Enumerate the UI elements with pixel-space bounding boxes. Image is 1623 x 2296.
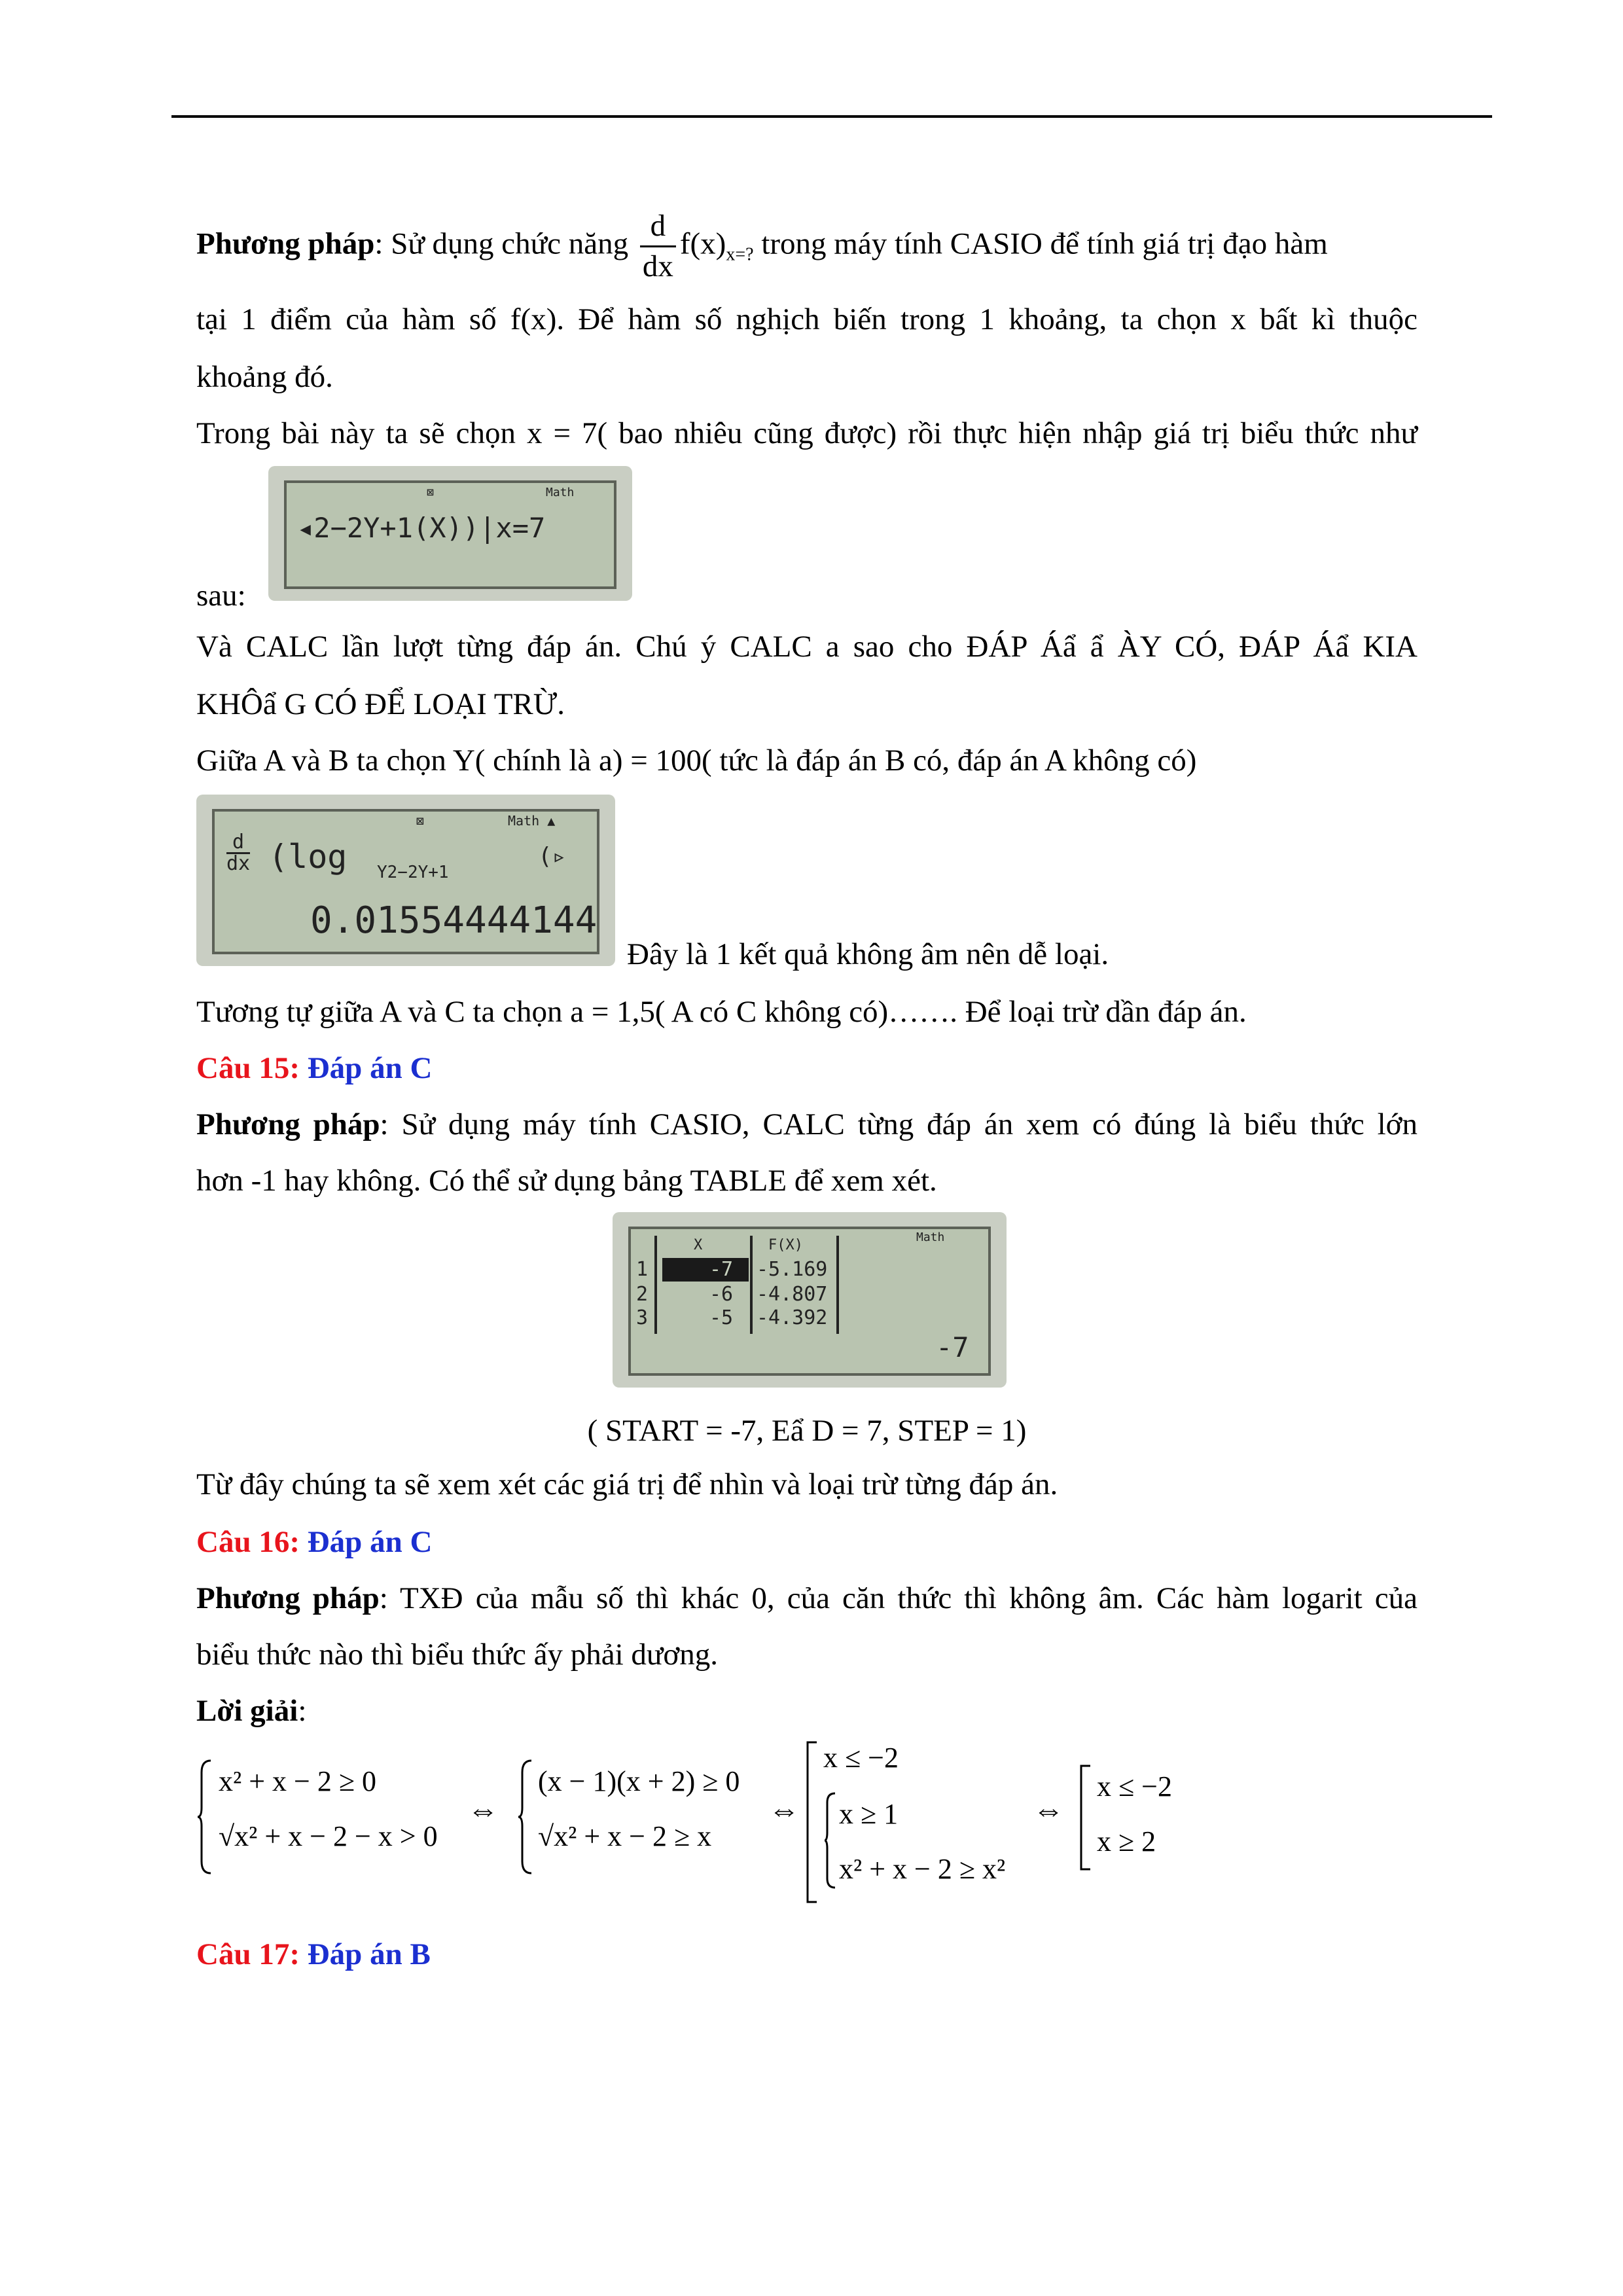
iff-symbol-2: ⇔	[768, 1793, 800, 1827]
calc2-d: d	[226, 833, 250, 854]
calc2-log-base: Y2−2Y+1	[377, 863, 449, 882]
table-current-value: -7	[936, 1331, 969, 1363]
table-row-1-f: -5.169	[757, 1258, 828, 1281]
p1-text-a: : Sử dụng chức năng	[374, 226, 629, 261]
table-col-fx: F(X)	[768, 1237, 803, 1253]
table-row-2-x: -6	[709, 1283, 734, 1306]
table-col-x: X	[694, 1237, 703, 1253]
derivative-subscript: x=?	[726, 244, 754, 265]
union3-line1: x ≤ −2	[823, 1742, 899, 1774]
p3-line-2: KHÔẩ G CÓ ĐỂ LOẠI TRỪ.	[196, 687, 565, 721]
derivative-fraction	[640, 211, 676, 282]
calc2-derivative-symbol	[226, 833, 250, 874]
method-paragraph-1	[196, 211, 1328, 282]
question-16-label: Câu 16:	[196, 1525, 300, 1559]
system1-line1: x² + x − 2 ≥ 0	[219, 1765, 376, 1797]
solution-heading	[196, 1691, 306, 1731]
table-cell-highlight	[662, 1258, 749, 1282]
question-16-answer: Đáp án C	[307, 1525, 433, 1559]
p3-line-1: Và CALC lần lượt từng đáp án. Chú ý CALC a sao cho ĐÁP Áẩ ẩ ÀY CÓ, ĐÁP Áẩ KIA	[196, 630, 1418, 664]
header-rule	[171, 115, 1492, 118]
union3-line2: x ≥ 1	[839, 1798, 899, 1830]
system2-line1: (x − 1)(x + 2) ≥ 0	[538, 1765, 740, 1797]
question-15-heading	[196, 1049, 432, 1088]
table-row-3-f: -4.392	[757, 1306, 828, 1329]
question-16-heading	[196, 1522, 432, 1562]
calc2-caption: Đây là 1 kết quả không âm nên dễ loại.	[627, 937, 1109, 971]
indicator-icon: ⊠	[416, 813, 425, 829]
calculator-screen-derivative-result	[196, 795, 615, 966]
brace-3	[823, 1792, 836, 1890]
method-paragraph-3	[196, 1579, 1418, 1618]
p2-line-1: Trong bài này ta sẽ chọn x = 7( bao nhiêu cũng được) rồi thực hiện nhập giá trị biểu thức như	[196, 416, 1418, 450]
indicator-icon: ⊠	[427, 486, 434, 499]
question-17-heading	[196, 1935, 431, 1974]
p1-line-3: khoảng đó.	[196, 360, 333, 394]
p8-text-a: : TXĐ của mẫu số thì khác 0, của căn thức thì không âm. Các hàm logarit của	[379, 1581, 1418, 1615]
derivative-denominator: dx	[642, 249, 673, 283]
question-17-answer: Đáp án B	[307, 1937, 431, 1971]
union3-line3: x² + x − 2 ≥ x²	[839, 1853, 1006, 1885]
calc2-log-expression: (log	[268, 838, 348, 876]
math-mode-label: Math ▲	[508, 813, 556, 829]
table-row-3-index: 3	[636, 1306, 649, 1329]
bracket-3	[805, 1741, 818, 1905]
system2-line2: √x² + x − 2 ≥ x	[538, 1820, 712, 1852]
p4-line: Giữa A và B ta chọn Y( chính là a) = 100( tức là đáp án B có, đáp án A không có)	[196, 744, 1197, 778]
p2-sau: sau:	[196, 579, 246, 613]
union4-line1: x ≤ −2	[1097, 1770, 1172, 1803]
table-caption: ( START = -7, Eẩ D = 7, STEP = 1)	[587, 1414, 1027, 1448]
union4-line2: x ≥ 2	[1097, 1825, 1156, 1857]
question-15-label: Câu 15:	[196, 1051, 300, 1085]
calc2-tail: (▹	[538, 843, 567, 870]
table-row-2-index: 2	[636, 1283, 649, 1306]
math-mode-label: Math	[546, 486, 575, 499]
brace-1	[196, 1759, 212, 1874]
p6-text-a: : Sử dụng máy tính CASIO, CALC từng đáp án xem có đúng là biểu thức lớn	[380, 1107, 1418, 1141]
calc2-result: 0.01554444144	[310, 899, 597, 942]
solution-colon: :	[298, 1694, 307, 1728]
table-divider-left	[654, 1236, 657, 1334]
brace-2	[517, 1759, 533, 1874]
math-mode-label: Math	[916, 1230, 945, 1244]
calc2-dx: dx	[226, 852, 251, 875]
method-paragraph-2	[196, 1105, 1418, 1144]
calculator-screen-table	[613, 1212, 1007, 1388]
method-label: Phương pháp	[196, 226, 375, 261]
solution-math	[196, 1741, 1243, 1905]
p8-line-2: biểu thức nào thì biểu thức ấy phải dương.	[196, 1638, 718, 1672]
p5-line: Tương tự giữa A và C ta chọn a = 1,5( A có C không có)……. Để loại trừ dần đáp án.	[196, 995, 1247, 1029]
bracket-4	[1079, 1765, 1092, 1872]
iff-symbol-1: ⇔	[467, 1793, 499, 1827]
p6-line-2: hơn -1 hay không. Có thể sử dụng bảng TABLE để xem xét.	[196, 1164, 937, 1198]
method-label: Phương pháp	[196, 1581, 380, 1615]
question-17-label: Câu 17:	[196, 1937, 300, 1971]
system1-line2: √x² + x − 2 − x > 0	[219, 1820, 438, 1852]
method-label: Phương pháp	[196, 1107, 380, 1141]
question-15-answer: Đáp án C	[307, 1051, 433, 1085]
derivative-function: f(x)	[679, 226, 726, 261]
table-row-1-index: 1	[636, 1258, 649, 1281]
table-row-3-x: -5	[709, 1306, 734, 1329]
table-row-2-f: -4.807	[757, 1283, 828, 1306]
table-row-1-x: -7	[709, 1258, 734, 1281]
table-divider-mid	[750, 1236, 753, 1334]
calculator-screen-derivative-input	[268, 466, 632, 601]
derivative-numerator: d	[640, 211, 676, 247]
p7-line: Từ đây chúng ta sẽ xem xét các giá trị để nhìn và loại trừ từng đáp án.	[196, 1467, 1058, 1501]
table-divider-right	[836, 1236, 839, 1334]
p1-line-2: tại 1 điểm của hàm số f(x). Để hàm số nghịch biến trong 1 khoảng, ta chọn x bất kì thuộc	[196, 302, 1418, 336]
p1-text-b: trong máy tính CASIO để tính giá trị đạo hàm	[761, 226, 1328, 261]
iff-symbol-3: ⇔	[1033, 1793, 1064, 1827]
solution-label: Lời giải	[196, 1694, 298, 1728]
calc1-expression: ◂2−2Y+1(X))|x=7	[297, 512, 546, 544]
